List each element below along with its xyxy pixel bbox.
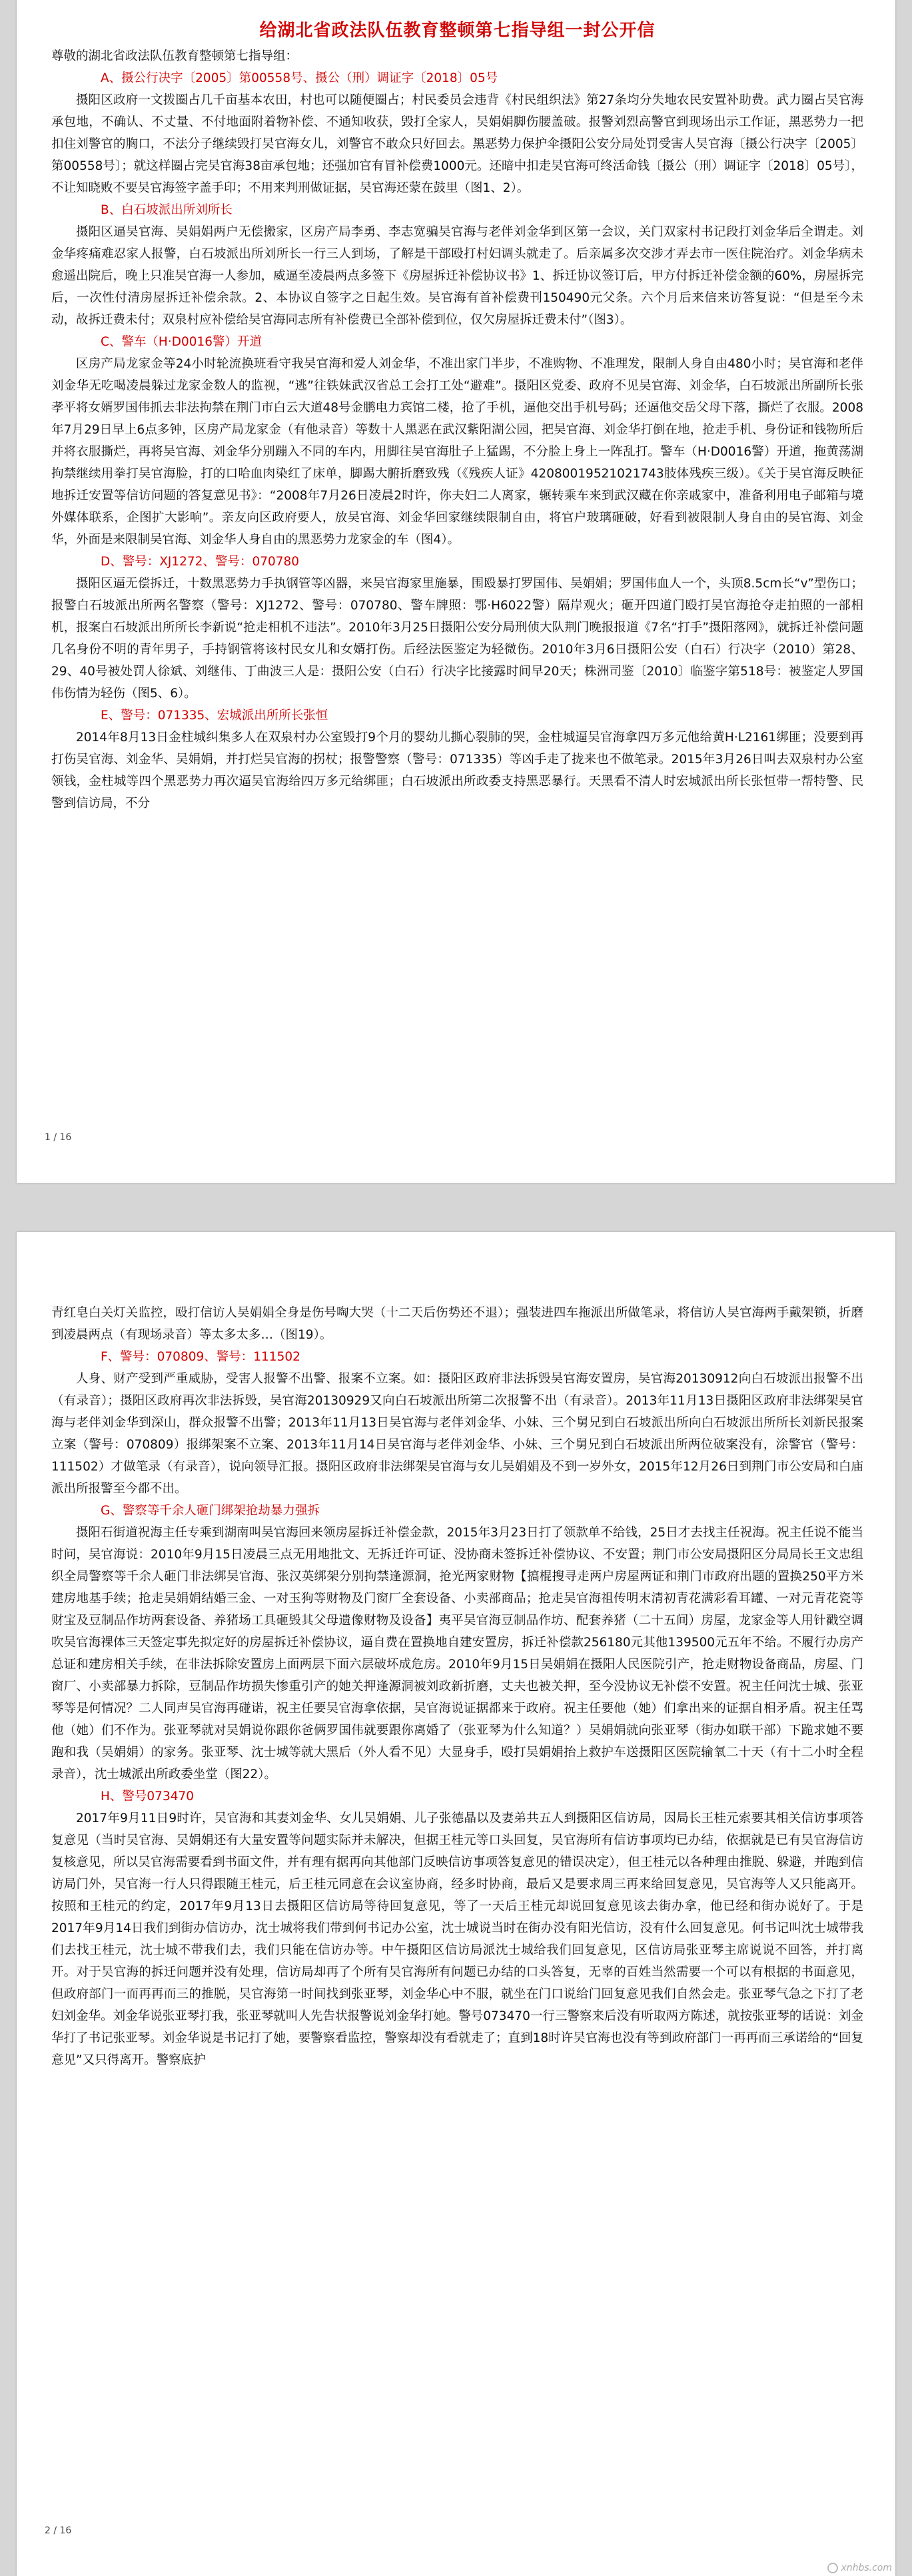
section-heading: C、警车（H·D0016警）开道	[101, 335, 262, 349]
page-1-sections	[51, 67, 863, 814]
salutation: 尊敬的湖北省政法队伍教育整顿第七指导组：	[51, 49, 298, 63]
section-paragraph: 摄阳区逼吴官海、吴娟娟两户无偿搬家，区房产局李勇、李志宽骗吴官海与老伴刘金华到区第一会议，关门双家村书记段打刘金华后全谓走。刘金华疼痛难忍家人报警，白石坡派出所刘所长一行三人到场，了解是干部殴打村妇调头就走了。后亲属多次交涉才弄去市一医住院治疗。刘金华病未愈遥出院后，晚上只准吴官海一人参加，威逼至凌晨两点多签下《房屋拆迁补偿协议书》1、拆迁协议签订后，甲方付拆迁补偿金额的60%，房屋拆完后，一次性付清房屋拆迁补偿余款。2、本协议自签字之日起生效。吴官海有首补偿费刊150490元父条。六个月后来信来访答复说：“但是至今未动，故拆迁费未付；双泉村应补偿给吴官海同志所有补偿费已全部补偿到位，仅欠房屋拆迁费未付”（图3）。	[51, 225, 863, 327]
section-paragraph: 青红皂白关灯关监控，殴打信访人吴娟娟全身是伤号啕大哭（十二天后伤势还不退）；强装进四车拖派出所做笔录，将信访人吴官海两手戴架锁，折磨到凌晨两点（有现场录音）等太多太多…（图19）。	[51, 1306, 863, 1342]
section-heading: E、警号：071335、宏城派出所所长张恒	[101, 709, 328, 723]
page-number: 1 / 16	[45, 1132, 72, 1143]
section-paragraph: 摄阳区逼无偿拆迁，十数黑恶势力手执钢管等凶器，来吴官海家里施暴，围殴暴打罗国伟、吴娟娟；罗国伟血人一个，头顶8.5cm长“v”型伤口；报警白石坡派出所两名警察（警号：XJ1272、警号：070780、警车牌照：鄂·H6022警）隔岸观火；砸开四道门殴打吴官海抢夺走拍照的一部相机，报案白石坡派出所所长李新说“抢走相机不违法”。2010年3月25日摄阳公安分局刑侦大队荆门晚报报道《7名“打手”摄阳落网》，就拆迁补偿问题几名身份不明的青年男子，手持钢管将该村民女儿和女婿打伤。后经法医鉴定为轻微伤。2010年3月6日摄阳公安（白石）行决字（2010）第28、29、40号被处罚人徐斌、刘继伟、丁曲波三人是：摄阳公安（白石）行决字比接露时间早20天；株洲司鉴〔2010〕临鉴字第518号：被鉴定人罗国伟伤情为轻伤（图5、6）。	[51, 577, 863, 701]
page-number: 2 / 16	[45, 2525, 72, 2536]
document-page-1	[17, 0, 895, 1183]
section-paragraph: 2017年9月11日9时许，吴官海和其妻刘金华、女儿吴娟娟、儿子张德晶以及妻弟共五人到摄阳区信访局，因局长王桂元索要其相关信访事项答复意见（当时吴官海、吴娟娟还有大量安置等问题实际并未解决，但据王桂元等口头回复，吴官海所有信访事项均已办结，依据就是已有吴官海信访复核意见，所以吴官海需要看到书面文件，并有理有据再向其他部门反映信访事项答复意见的错误决定），但王桂元以各种理由推脱、躲避，并跑到信访局门外，吴官海一行人只得跟随王桂元，后王桂元同意在会议室协商，经多时协商，最后又是要求周三再来给回复意见，吴官海等人又只能离开。按照和王桂元的约定，2017年9月13日去摄阳区信访局等待回复意见，等了一天后王桂元却说回复意见该去街办拿，他已经和街办说好了。于是2017年9月14日我们到街办信访办，沈士城将我们带到何书记办公室，沈士城说当时在街办没有阳光信访，没有什么回复意见。何书记叫沈士城带我们去找王桂元，沈士城不带我们去，我们只能在信访办等。中午摄阳区信访局派沈士城给我们回复意见，区信访局张亚琴主席说说不回答，并打离开。对于吴官海的拆迁问题并没有处理，信访局却再了个所有吴官海所有问题已办结的口头答复，无辜的百姓当然需要一个可以有根据的书面意见，但政府部门一而再再而三的推脱，吴官海第一时间找到张亚琴，刘金华心中不服，就坐在门口说给门回复意见我们自然会走。张亚琴气急之下打了老妇刘金华。刘金华说张亚琴打我，张亚琴就叫人先告状报警说刘金华打她。警号073470一行三警察来后没有听取两方陈述，就按张亚琴的话说：刘金华打了书记张亚琴。刘金华说是书记打了她，要警察看监控，警察却没有看就走了；直到18时许吴官海也没有等到政府部门一再再而三承诺给的“回复意见”又只得离开。警察底护	[51, 1811, 863, 2067]
section-paragraph: 区房产局龙家金等24小时轮流换班看守我吴官海和爱人刘金华，不准出家门半步，不准购物、不准理发，限制人身自由480小时；吴官海和老伴刘金华无吃喝凌晨躲过龙家金数人的监视，“逃”往铁妹武汉省总工会打工处“避难”。摄阳区党委、政府不见吴官海、刘金华，白石坡派出所副所长张孝平将女婿罗国伟抓去非法拘禁在荆门市白云大道48号金鹏电力宾馆二楼，抢了手机，逼他交出手机号码；还逼他交岳父母下落，撕烂了衣服。2008年7月29日早上6点多钟，区房产局龙家金（有他录音）等数十人黑恶在武汉紫阳湖公园，把吴官海、刘金华打倒在地，抢走手机、身份证和钱物所后并将衣服撕烂，再将吴官海、刘金华分别蹦入不同的车内，用脚往吴官海肚子上猛踢，不分脸上身上一阵乱打。警车（H·D0016警）开道，拖黄荡湖拘禁继续用拳打吴官海脸，打的口哈血肉染红了床单，脚踢大腑折磨致残（《残疾人证》42080019521021743肢体残疾三级）。《关于吴官海反映征地拆迁安置等信访问题的答复意见书》：“2008年7月26日凌晨2时许，你夫妇二人离家，辗转乘车来到武汉藏在你亲戚家中，准备利用电子邮箱与境外媒体联系，企图扩大影响”。亲友向区政府要人，放吴官海、刘金华回家继续限制自由，将官户玻璃砸破，好看到被限制人身自由的吴官海、刘金华，外面是来限制吴官海、刘金华人身自由的黑恶势力龙家金的车（图4）。	[51, 357, 863, 547]
section-heading: A、摄公行决字〔2005〕第00558号、摄公（刑）调证字〔2018〕05号	[101, 71, 498, 85]
section-heading: F、警号：070809、警号：111502	[101, 1350, 300, 1364]
page-2-content	[51, 1302, 863, 2071]
section-heading: B、白石坡派出所刘所长	[101, 203, 232, 217]
section-paragraph: 2014年8月13日金柱城纠集多人在双泉村办公室毁打9个月的婴幼儿撕心裂肺的哭，金柱城逼吴官海拿四万多元他给黄H·L2161绑匪；没要到再打伤吴官海、刘金华、吴娟娟，并打烂吴官海的拐杖；报警警察（警号：071335）等凶手走了拢来也不做笔录。2015年3月26日叫去双泉村办公室领钱，金柱城等四个黑恶势力再次逼吴官海给四万多元给绑匪；白石坡派出所政委支持黑恶暴行。天黑看不清人时宏城派出所长张恒带一帮特警、民警到信访局，不分	[51, 731, 863, 810]
letter-title: 给湖北省政法队伍教育整顿第七指导组一封公开信	[259, 21, 656, 41]
site-watermark	[827, 2563, 892, 2573]
page-2-sections	[51, 1302, 863, 2071]
section-paragraph: 摄阳石街道祝海主任专乘到湖南叫吴官海回来领房屋拆迁补偿金款，2015年3月23日打了领款单不给钱，25日才去找主任祝海。祝主任说不能当时问，吴官海说：2010年9月15日凌晨三点无用地批文、无拆迁许可证、没协商未签拆迁补偿协议、不安置；荆门市公安局摄阳区分局局长王文忠组织全局警察等千余人砸门非法绑吴官海、张汉英绑架分别拘禁逢源洞，抢光两家财物【搞棍搜寻走两户房屋两证和荆门市政府出题的置换250平方米建房地基手续；抢走吴娟娟结婚三金、一对玉狗等财物及门窗厂全套设备、小卖部商品；抢走吴官海祖传明末清初青花满彩看耳罐、一对元青花瓷等财宝及豆制品作坊两套设备、养猪场工具砸毁其父母遗像财物及设备】夷平吴官海豆制品作坊、配套养猪（二十五间）房屋，龙家金等人用针戳空调吹吴官海裸体三天签定事先拟定好的房屋拆迁补偿协议，逼自费在置换地自建安置房，拆迁补偿款256180元其他139500元五年不给。不履行办房产总证和建房相关手续，在非法拆除安置房上面两层下面六层破坏成危房。2010年9月15日吴娟娟在摄阳人民医院引产，抢走财物设备商品，房屋、门窗厂、小卖部暴力拆除，豆制品作坊损失惨重引产的她关押逢源洞被刘政新折磨，丈夫也被关押，至今没协议无补偿不安置。祝主任问沈士城、张亚琴等是何情况？二人同声吴官海再碰诺，祝主任要吴官海拿依据，吴官海说证据都来于政府。祝主任要他（她）们拿出来的证据自相矛盾。祝主任骂他（她）们不作为。张亚琴就对吴娟说你跟你爸俩罗国伟就要跟你离婚了（张亚琴为什么知道？）吴娟娟就向张亚琴（街办如联干部）下跪求她不要跑和我（吴娟娟）的家务。张亚琴、沈士城等就大黑后（外人看不见）大显身手，殴打吴娟娟抬上救护车送摄阳区医院输氧二十天（有十二小时全程录音），沈士城派出所政委坐堂（图22）。	[51, 1526, 863, 1781]
section-heading: D、警号：XJ1272、警号：070780	[101, 555, 300, 569]
page-1-content	[51, 17, 863, 814]
document-page-2	[17, 1232, 895, 2576]
watermark-text: xnhbs.com	[841, 2563, 892, 2573]
section-heading: G、警察等千余人砸门绑架抢劫暴力强拆	[101, 1504, 320, 1518]
section-paragraph: 摄阳区政府一文拨圈占几千亩基本农田，村也可以随便圈占；村民委员会违背《村民组织法》第27条均分失地农民安置补助费。武力圈占吴官海承包地，不确认、不丈量、不付地面附着物补偿、不通知收获，毁打全家人，吴娟娟脚伤腰盖破。报警刘烈高警官到现场出示工作证，黑恶势力一把扣住刘警官的胸口，不法分子继续毁打吴官海女儿，刘警官不敢众只好回去。黑恶势力保护伞摄阳公安分局处罚受害人吴官海〔摄公行决字〔2005〕第00558号〕；就这样圈占完吴官海38亩承包地；还强加官有冒补偿费1000元。还暗中扣走吴官海可终活命钱〔摄公（刑）调证字〔2018〕05号〕，不让知晓败不要吴官海签字盖手印；不用来判刑做证据，吴官海还蒙在鼓里（图1、2）。	[51, 93, 863, 195]
section-heading: H、警号073470	[101, 1789, 195, 1803]
section-paragraph: 人身、财产受到严重威胁，受害人报警不出警、报案不立案。如：摄阳区政府非法拆毁吴官海安置房，吴官海20130912向白石坡派出报警不出（有录音）；摄阳区政府再次非法拆毁，吴官海20130929又向白石坡派出所第二次报警不出（有录音）。2013年11月13日摄阳区政府非法绑架吴官海与老伴刘金华到深山，群众报警不出警；2013年11月13日吴官海与老伴刘金华、小妹、三个舅兄到白石坡派出所向白石坡派出所所长刘新民报案立案（警号：070809）报绑架案不立案、2013年11月14日吴官海与老伴刘金华、小妹、三个舅兄到白石坡派出所两位破案没有，涂警官（警号：111502）才做笔录（有录音），说向领导汇报。摄阳区政府非法绑架吴官海与女儿吴娟娟及不到一岁外女，2015年12月26日到荆门市公安局和白庙派出所报警至今都不出。	[51, 1372, 863, 1496]
site-logo-icon	[827, 2563, 838, 2573]
